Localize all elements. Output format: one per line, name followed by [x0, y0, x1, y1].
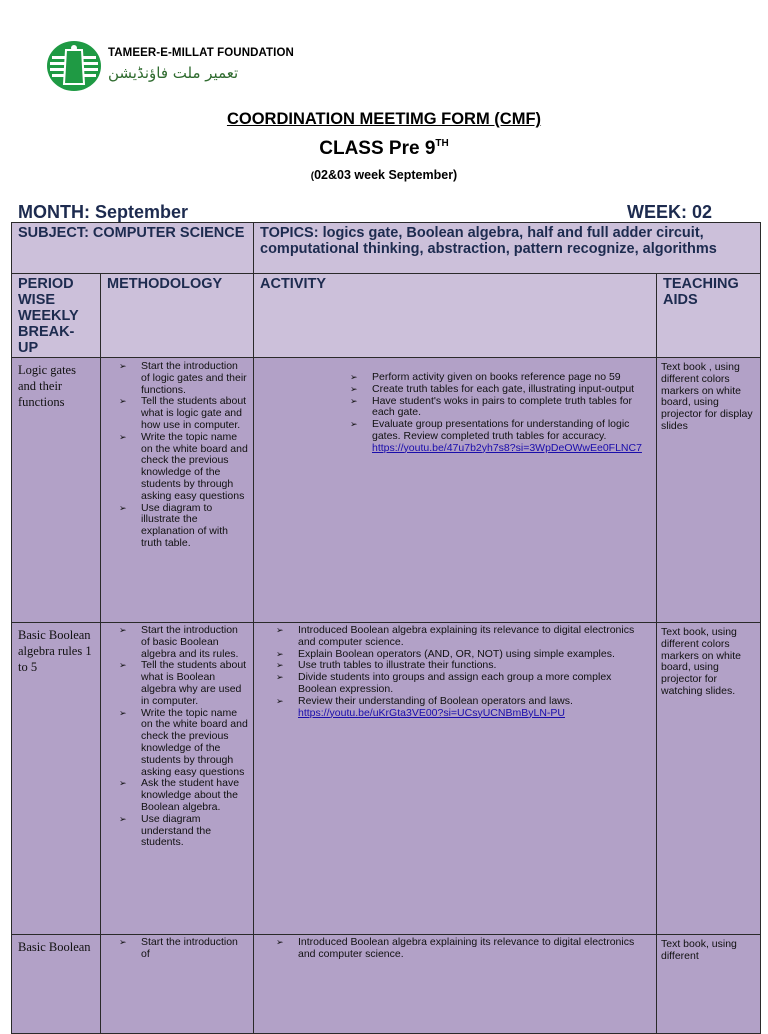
- list-item: ➢ Start the introduction of logic gates and their functions.: [119, 361, 249, 396]
- table-row-2-period: Basic Boolean algebra rules 1 to 5: [11, 622, 101, 935]
- month-label: MONTH: September: [18, 202, 189, 222]
- video-link[interactable]: https://youtu.be/47u7b2yh7s8?si=3WpDeOWwEe0FLNC7: [372, 441, 642, 454]
- table-row-1-teaching-aids: Text book , using different colors markers on white board, using projector for display slides: [656, 357, 761, 623]
- class-heading: [0, 138, 768, 160]
- weeks-text: 02&03 week September): [314, 168, 458, 182]
- org-name-english: TAMEER-E-MILLAT FOUNDATION: [108, 47, 294, 59]
- table-row-3-teaching-aids: Text book, using different: [656, 934, 761, 1034]
- table-row-3-methodology: [100, 934, 254, 1034]
- list-item: ➢ Write the topic name on the white board and check the previous knowledge of the students by through asking easy questions: [119, 708, 249, 779]
- list-item: ➢ Write the topic name on the white board and check the previous knowledge of the students by through asking easy questions: [119, 432, 249, 503]
- list-item: ➢ Tell the students about what is Boolean algebra why are used in computer.: [119, 660, 249, 707]
- list-item: ➢ Ask the student have knowledge about the Boolean algebra.: [119, 778, 249, 813]
- list-item: ➢ Introduced Boolean algebra explaining its relevance to digital electronics and computer science.: [276, 937, 650, 961]
- list-item: ➢ Create truth tables for each gate, illustrating input-output: [350, 384, 650, 396]
- list-item: ➢ Use diagram to illustrate the explanation of with truth table.: [119, 503, 249, 550]
- form-title: COORDINATION MEETIMG FORM (CMF): [226, 110, 542, 128]
- list-item: ➢ Review their understanding of Boolean operators and laws.: [276, 696, 650, 708]
- list-item: ➢ Have student's woks in pairs to complete truth tables for each gate.: [350, 396, 650, 420]
- foundation-logo: [46, 40, 308, 92]
- list-item: ➢ Explain Boolean operators (AND, OR, NOT) using simple examples.: [276, 649, 650, 661]
- org-name-urdu: تعمیر ملت فاؤنڈیشن: [108, 64, 239, 82]
- foundation-emblem-icon: [46, 40, 102, 92]
- list-item: ➢ Evaluate group presentations for understanding of logic gates. Review completed truth tables for accuracy.: [350, 419, 650, 443]
- col-header-teaching-aids: TEACHING AIDS: [656, 273, 761, 358]
- list-item: ➢ Start the introduction of basic Boolean algebra and its rules.: [119, 625, 249, 660]
- table-row-3-period: Basic Boolean: [11, 934, 101, 1034]
- class-superscript: TH: [435, 138, 449, 149]
- cmf-table: [11, 222, 761, 1024]
- col-header-activity: ACTIVITY: [253, 273, 657, 358]
- week-label: WEEK: 02: [627, 202, 713, 222]
- list-item: ➢ Introduced Boolean algebra explaining its relevance to digital electronics and computer science.: [276, 625, 650, 649]
- class-label: CLASS Pre 9: [319, 138, 436, 159]
- table-row-1-activity: [253, 357, 657, 623]
- topics-cell: TOPICS: logics gate, Boolean algebra, half and full adder circuit, computational thinking, abstraction, pattern recognize, algorithms: [253, 222, 761, 274]
- table-row-2-teaching-aids: Text book, using different colors markers on white board, using projector for watching slides.: [656, 622, 761, 935]
- list-item: ➢ Use truth tables to illustrate their functions.: [276, 660, 650, 672]
- list-item: ➢ Use diagram understand the students.: [119, 814, 249, 849]
- table-row-1-period: Logic gates and their functions: [11, 357, 101, 623]
- subject-cell: SUBJECT: COMPUTER SCIENCE: [11, 222, 254, 274]
- list-item: ➢ Tell the students about what is logic gate and how use in computer.: [119, 396, 249, 431]
- table-row-2-activity: [253, 622, 657, 935]
- table-row-2-methodology: [100, 622, 254, 935]
- video-link[interactable]: https://youtu.be/uKrGta3VE00?si=UCsyUCNBmByLN-PU: [298, 706, 565, 719]
- col-header-methodology: METHODOLOGY: [100, 273, 254, 358]
- col-header-period: PERIOD WISE WEEKLY BREAK-UP: [11, 273, 101, 358]
- table-row-3-activity: [253, 934, 657, 1034]
- list-item: ➢ Perform activity given on books reference page no 59: [350, 372, 650, 384]
- list-item: ➢ Start the introduction of: [119, 937, 249, 961]
- table-row-1-methodology: [100, 357, 254, 623]
- list-item: ➢ Divide students into groups and assign each group a more complex Boolean expression.: [276, 672, 650, 696]
- weeks-paren: (: [310, 171, 315, 182]
- weeks-subtitle: [0, 168, 768, 182]
